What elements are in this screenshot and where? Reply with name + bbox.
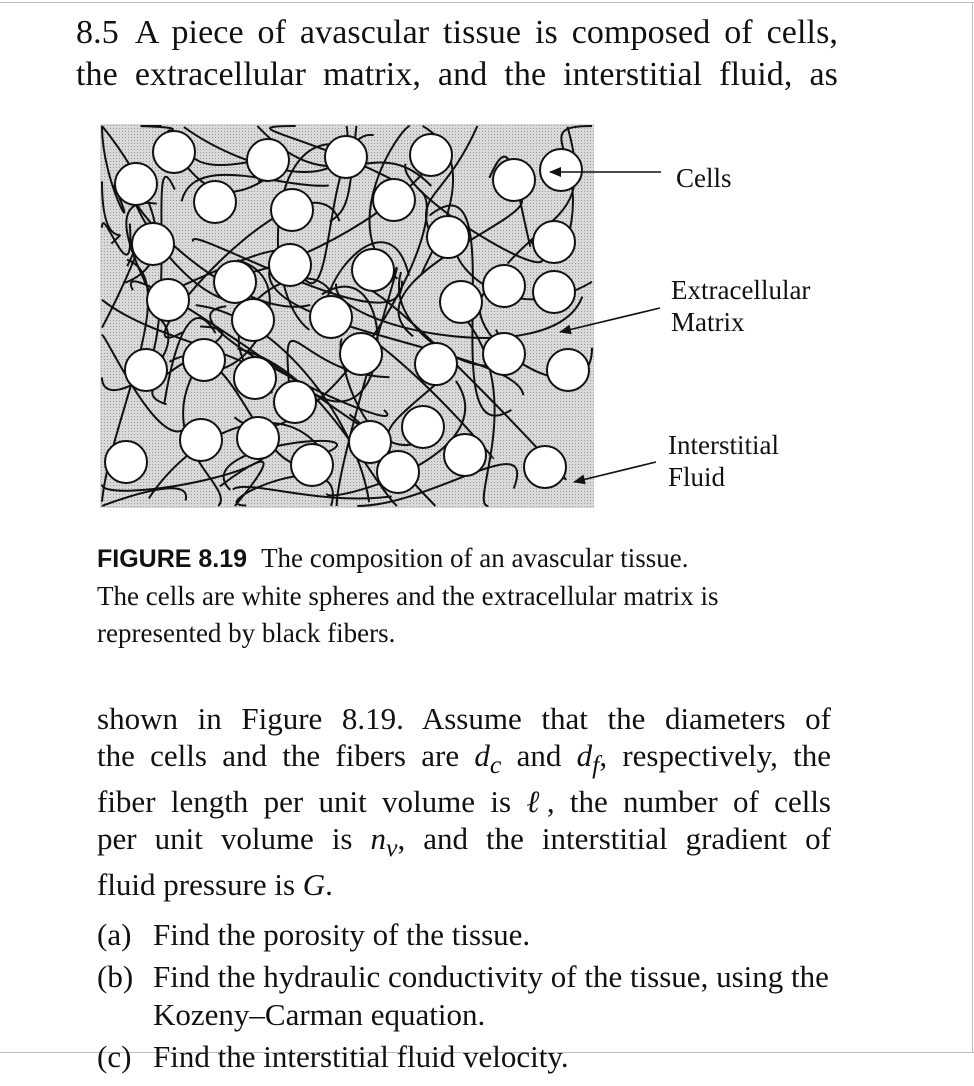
cell-sphere	[373, 179, 415, 221]
label-interstitial: Interstitial	[668, 430, 779, 460]
question-c-text: Find the interstitial fluid velocity.	[153, 1039, 569, 1074]
caption-line-1-text: The composition of an avascular tissue.	[261, 543, 689, 573]
problem-line-2: the extracellular matrix, and the interstitial fluid, as	[76, 56, 838, 93]
caption-label: FIGURE 8.19	[97, 545, 248, 573]
problem-number: 8.5	[76, 14, 119, 51]
body-line-5-b: .	[325, 867, 333, 903]
caption-line-3: represented by black fibers.	[97, 618, 396, 648]
caption-line-1	[97, 540, 817, 578]
cell-sphere	[153, 131, 195, 173]
cell-sphere	[183, 339, 225, 381]
cell-diameter-symbol: d	[474, 738, 490, 773]
cell-sphere	[524, 446, 566, 488]
cell-sphere	[540, 149, 582, 191]
cell-sphere	[402, 406, 444, 448]
cell-sphere	[325, 136, 367, 178]
cell-sphere	[415, 343, 457, 385]
body-line-2-b: and	[501, 738, 577, 773]
fiber-diameter-symbol: d	[576, 738, 593, 773]
body-line-4-a: per unit volume is	[97, 821, 371, 857]
cell-sphere	[483, 265, 525, 307]
cell-density-subscript: v	[386, 833, 398, 863]
cell-density-symbol: n	[370, 821, 387, 857]
cell-sphere	[247, 139, 289, 181]
body-line-3-b: , the number of cells	[546, 784, 831, 820]
page-top-border	[0, 2, 974, 3]
fiber-diameter-subscript: f	[592, 750, 600, 780]
question-a-text: Find the porosity of the tissue.	[153, 917, 531, 952]
problem-statement-intro	[76, 12, 838, 96]
fiber-length-symbol: ℓ	[526, 784, 547, 820]
cell-sphere	[310, 296, 352, 338]
question-a	[97, 916, 837, 954]
body-line-5	[97, 866, 831, 903]
cell-sphere	[547, 349, 589, 391]
label-matrix: Matrix	[671, 307, 745, 337]
cell-sphere	[493, 159, 535, 201]
cell-sphere	[274, 381, 316, 423]
question-b	[97, 958, 837, 1034]
cell-sphere	[377, 451, 419, 493]
cell-sphere	[291, 444, 333, 486]
problem-line-1	[76, 12, 838, 54]
problem-line-1-text: A piece of avascular tissue is composed of cells,	[134, 14, 838, 51]
label-cells: Cells	[676, 163, 732, 193]
body-line-1: shown in Figure 8.19. Assume that the diameters of	[97, 701, 831, 736]
cell-sphere	[180, 419, 222, 461]
label-fluid: Fluid	[668, 462, 726, 492]
cell-sphere	[125, 349, 167, 391]
question-list	[97, 916, 837, 1076]
body-line-5-a: fluid pressure is	[97, 867, 303, 903]
question-c-label: (c)	[97, 1039, 132, 1074]
problem-body	[97, 700, 831, 903]
figure-tissue-diagram	[98, 122, 838, 512]
cell-sphere	[340, 333, 382, 375]
body-line-3-a: fiber length per unit volume is	[97, 784, 527, 820]
cell-sphere	[533, 271, 575, 313]
cell-sphere	[237, 417, 279, 459]
cell-sphere	[352, 249, 394, 291]
cell-sphere	[147, 279, 189, 321]
pressure-gradient-symbol: G	[302, 867, 326, 903]
body-line-2	[97, 737, 831, 783]
cell-sphere	[105, 441, 147, 483]
cell-sphere	[483, 333, 525, 375]
cell-sphere	[271, 189, 313, 231]
cell-sphere	[234, 357, 276, 399]
question-a-label: (a)	[97, 917, 132, 952]
cell-sphere	[115, 163, 157, 205]
cell-sphere	[132, 223, 174, 265]
cell-sphere	[427, 216, 469, 258]
body-line-2-a: the cells and the fibers are	[97, 738, 475, 773]
cell-sphere	[214, 261, 256, 303]
cell-sphere	[232, 299, 274, 341]
cell-diameter-subscript: c	[489, 750, 502, 780]
cell-sphere	[444, 434, 486, 476]
page-right-border	[972, 2, 973, 1052]
question-b-label: (b)	[97, 959, 134, 994]
body-line-3	[97, 783, 831, 820]
cell-sphere	[440, 281, 482, 323]
body-line-4-b: , and the interstitial gradient of	[397, 821, 831, 857]
body-line-4	[97, 820, 831, 866]
cell-sphere	[410, 134, 452, 176]
question-c	[97, 1038, 837, 1076]
cell-sphere	[533, 221, 575, 263]
label-extracellular: Extracellular	[671, 275, 811, 305]
cell-sphere	[194, 181, 236, 223]
question-b-text: Find the hydraulic conductivity of the tissue, using the Kozeny–Carman equation.	[153, 959, 829, 1032]
figure-caption	[97, 540, 817, 652]
body-line-2-c: , respectively, the	[599, 738, 831, 773]
cell-sphere	[269, 244, 311, 286]
caption-line-2: The cells are white spheres and the extracellular matrix is	[97, 581, 719, 611]
